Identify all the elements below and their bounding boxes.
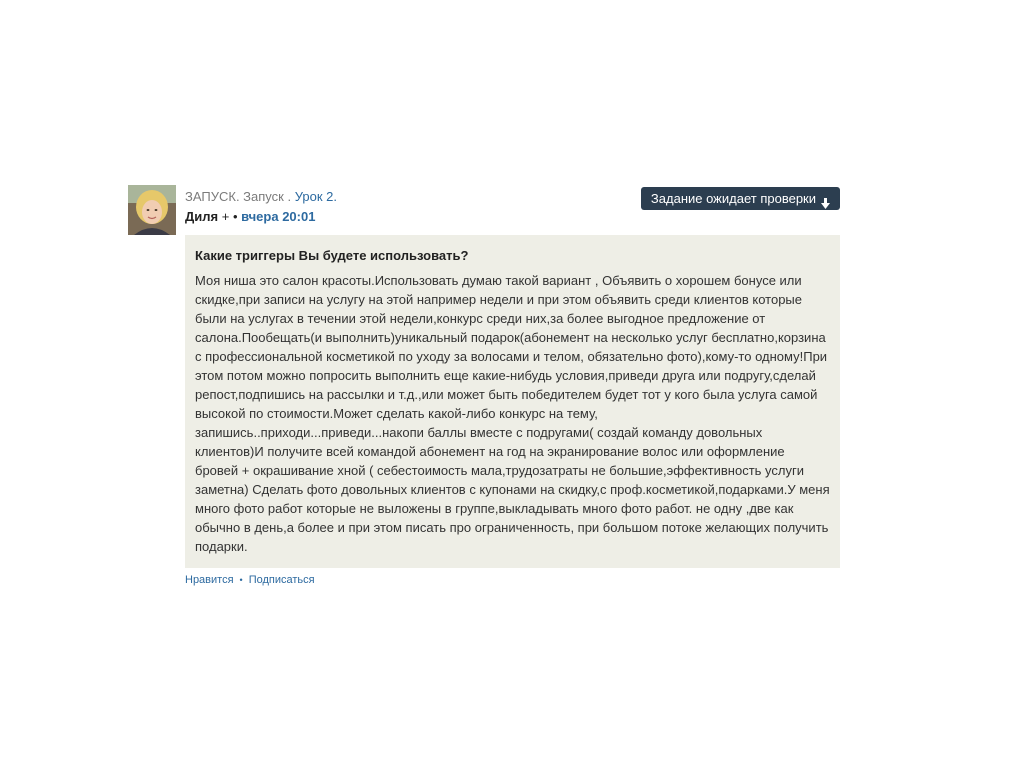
author-line <box>185 208 337 225</box>
author-name[interactable]: Диля <box>185 209 219 224</box>
answer-box <box>185 235 840 568</box>
separator-dot: • <box>232 209 238 224</box>
post-meta <box>185 188 337 225</box>
arrow-down-icon <box>821 193 830 204</box>
status-button-label: Задание ожидает проверки <box>650 191 816 206</box>
avatar-image <box>128 185 176 235</box>
subscribe-link[interactable]: Подписаться <box>248 574 315 586</box>
breadcrumb-lesson-link[interactable]: Урок 2. <box>294 189 337 204</box>
post-date-link[interactable]: вчера 20:01 <box>241 209 316 224</box>
status-button[interactable] <box>641 187 840 210</box>
answer-text: Моя ниша это салон красоты.Использовать думаю такой вариант , Объявить о хорошем бонусе или скидке,при записи на услугу на этой например недели и при этом объявить среди клиентов которые были на услугах в течении этой недели,конкурс среди них,за более выгодное предложение от салона.Пообещать(и выполнить)уникальный подарок(абонемент на несколько услуг бесплатно,корзина с профессиональной косметикой по уходу за волосами и телом, обязательно фото),кому-то одному!При этом потом можно попросить выполнить еще какие-нибудь условия,приведи друга или подругу,сделай репост,подпишись на рассылки и т.д.,или может быть победителем будет тот у кого была услуга самой высокой по стоимости.Может сделать какой-либо конкурс на тему, запишись..приходи...приведи...накопи баллы вместе с подругами( создай команду довольных клиентов)И получите всей командой абонемент на год на экранирование волос или оформление бровей + окрашивание хной ( себестоимость мала,трудозатраты не большие,эффективность услуги заметна) Сделать фото довольных клиентов с купонами на скидку,с проф.косметикой,подарками.У меня много фото работ которые не выложены в группе,выкладывать много фото работ. не одну ,две как обычно в день,а более и при этом писать про ограниченность, при большом потоке желающих получить подарки. <box>195 273 830 554</box>
actions-separator: • <box>239 575 243 585</box>
avatar[interactable] <box>128 185 176 235</box>
post-actions <box>185 574 315 586</box>
like-link[interactable]: Нравится <box>185 574 234 586</box>
question-title: Какие триггеры Вы будете использовать? <box>195 248 469 263</box>
breadcrumb-course[interactable]: ЗАПУСК. Запуск . <box>185 189 292 204</box>
breadcrumb <box>185 188 337 205</box>
author-suffix: + <box>221 209 230 224</box>
